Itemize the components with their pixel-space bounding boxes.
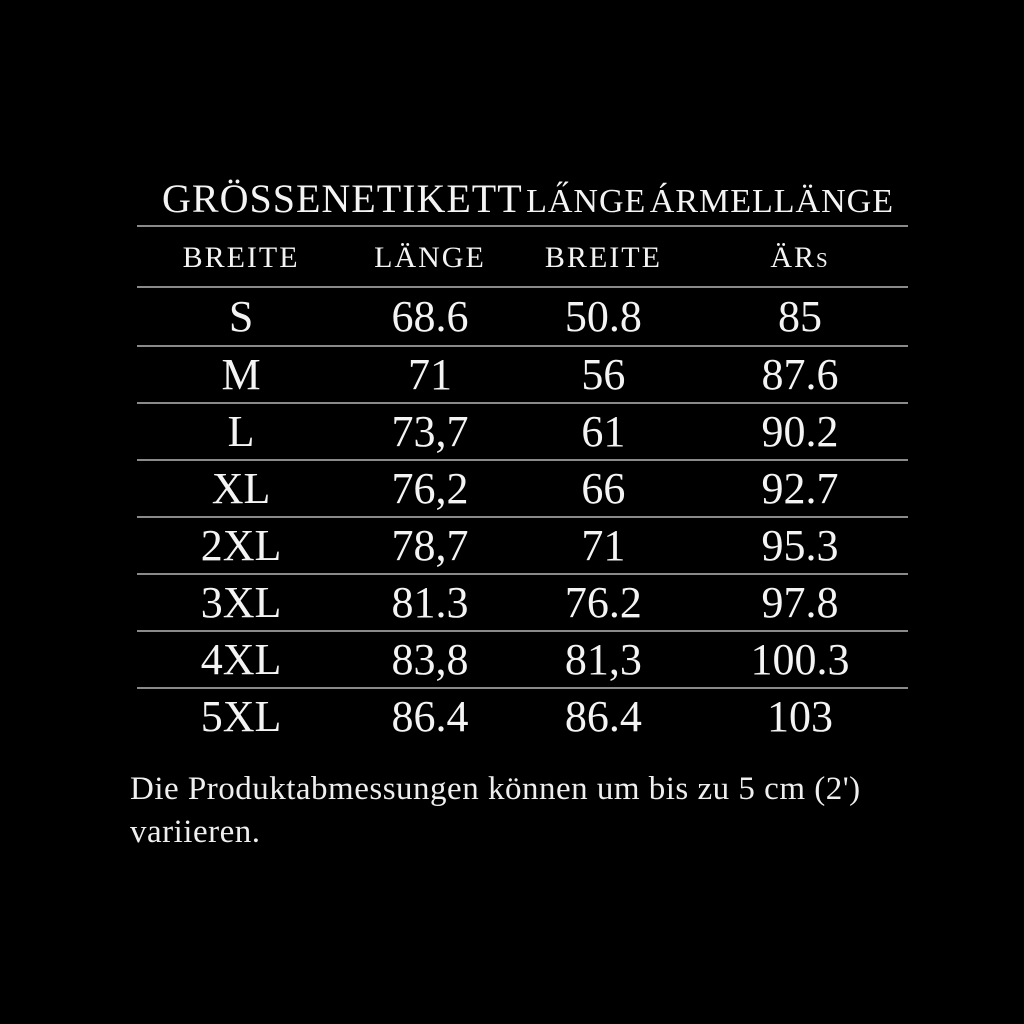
header-cell-laenge: LÄNGE — [374, 241, 486, 274]
table-row-5xl — [137, 687, 908, 744]
table-row-s — [137, 288, 908, 345]
cell-value: 92.7 — [761, 464, 839, 513]
cell-value: 76,2 — [391, 464, 469, 513]
table-title-length: LA̋NGE — [526, 183, 647, 220]
size-label: 4XL — [200, 635, 282, 684]
cell-value: 71 — [407, 350, 452, 399]
cell-value: 95.3 — [761, 521, 839, 570]
cell-value: 90.2 — [761, 407, 839, 456]
table-row-l — [137, 402, 908, 459]
size-label: 3XL — [200, 578, 282, 627]
cell-value: 97.8 — [761, 578, 839, 627]
cell-value: 68.6 — [391, 292, 469, 341]
table-header-row — [137, 227, 908, 288]
cell-value: 83,8 — [391, 635, 469, 684]
size-label: 5XL — [200, 692, 282, 741]
table-row-4xl — [137, 630, 908, 687]
table-row-xl — [137, 459, 908, 516]
tolerance-note-line2: variieren. — [130, 814, 261, 850]
table-title: GRÖSSENETIKETT — [162, 176, 523, 221]
cell-value: 66 — [581, 464, 626, 513]
table-title-sleeve-length: ÁRMELLÄNGE — [649, 183, 894, 220]
cell-value: 87.6 — [761, 350, 839, 399]
size-label: S — [228, 292, 254, 341]
header-cell-aers: ÄRs — [770, 241, 830, 274]
size-label: XL — [211, 464, 271, 513]
cell-value: 103 — [767, 692, 834, 741]
cell-value: 50.8 — [564, 292, 642, 341]
size-label: L — [227, 407, 255, 456]
size-label: 2XL — [200, 521, 282, 570]
header-cell-breite-2: BREITE — [544, 241, 662, 274]
table-title-row — [137, 170, 908, 227]
cell-value: 81.3 — [391, 578, 469, 627]
cell-value: 78,7 — [391, 521, 469, 570]
cell-value: 73,7 — [391, 407, 469, 456]
tolerance-note — [130, 768, 910, 854]
cell-value: 76.2 — [564, 578, 642, 627]
cell-value: 56 — [581, 350, 626, 399]
table-row-2xl — [137, 516, 908, 573]
table-row-3xl — [137, 573, 908, 630]
cell-value: 86.4 — [564, 692, 642, 741]
cell-value: 71 — [581, 521, 626, 570]
size-label: M — [221, 350, 261, 399]
table-row-m — [137, 345, 908, 402]
size-chart-table — [137, 170, 908, 744]
cell-value: 100.3 — [750, 635, 850, 684]
header-cell-breite-1: BREITE — [182, 241, 300, 274]
cell-value: 85 — [778, 292, 823, 341]
tolerance-note-line1: Die Produktabmessungen können um bis zu 5 cm (2') — [130, 771, 861, 807]
cell-value: 61 — [581, 407, 626, 456]
cell-value: 86.4 — [391, 692, 469, 741]
cell-value: 81,3 — [564, 635, 642, 684]
